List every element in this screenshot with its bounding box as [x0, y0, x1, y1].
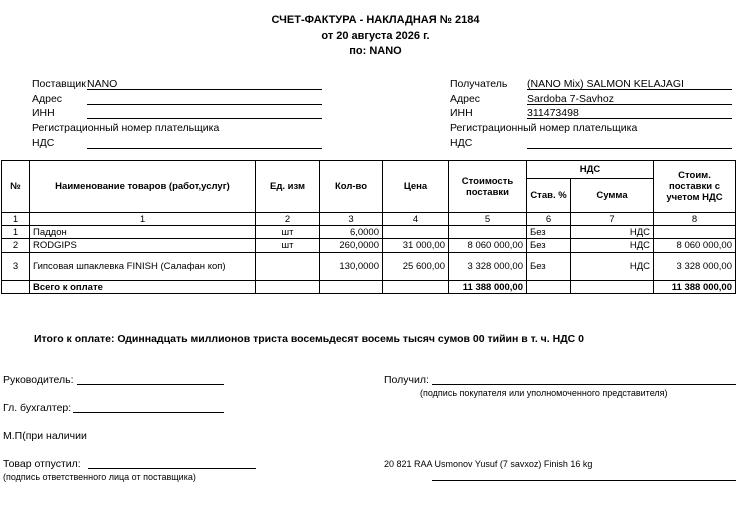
header-vat-sum: Сумма [571, 179, 654, 213]
row-price: 25 600,00 [383, 253, 449, 281]
row-price [383, 226, 449, 239]
row-num: 2 [2, 239, 30, 253]
header-cost: Стоимость поставки [449, 161, 527, 213]
col-number: 6 [527, 213, 571, 226]
header-price: Цена [383, 161, 449, 213]
buyer-address-label: Адрес [450, 93, 481, 105]
supplier-inn-label: ИНН [32, 107, 55, 119]
col-number: 5 [449, 213, 527, 226]
total-sum: 11 388 000,00 [654, 281, 736, 294]
header-vat-rate: Став. % [527, 179, 571, 213]
row-cost: 3 328 000,00 [449, 253, 527, 281]
row-cost: 8 060 000,00 [449, 239, 527, 253]
row-num: 1 [2, 226, 30, 239]
head-label: Руководитель: [3, 374, 74, 386]
row-price: 31 000,00 [383, 239, 449, 253]
col-number: 1 [2, 213, 30, 226]
row-vat-sum: НДС [571, 253, 654, 281]
header-total: Стоим. поставки с учетом НДС [654, 161, 736, 213]
stamp-label: М.П(при наличии [3, 430, 87, 442]
supplier-value: NANO [87, 78, 118, 90]
row-total [654, 226, 736, 239]
supplier-reg-label: Регистрационный номер плательщика [32, 122, 220, 134]
supplier-label: Поставщик [32, 78, 86, 90]
released-label: Товар отпустил: [3, 458, 81, 470]
row-unit: шт [256, 226, 320, 239]
col-number: 8 [654, 213, 736, 226]
col-number: 4 [383, 213, 449, 226]
received-label: Получил: [384, 374, 429, 386]
row-total: 3 328 000,00 [654, 253, 736, 281]
col-number: 3 [320, 213, 383, 226]
released-note: (подпись ответственного лица от поставщика) [3, 472, 196, 482]
buyer-value: (NANO Mix) SALMON KELAJAGI [527, 78, 684, 90]
column-numbers-row [2, 213, 736, 226]
summary-text: Итого к оплате: Одиннадцать миллионов триста восемьдесят восемь тысяч сумов 00 тийин в т. ч. НДС 0 [34, 333, 585, 345]
col-number: 7 [571, 213, 654, 226]
buyer-reg-label: Регистрационный номер плательщика [450, 122, 638, 134]
row-qty: 130,0000 [320, 253, 383, 281]
row-vat-rate: Без [527, 253, 571, 281]
row-name: Паддон [30, 226, 256, 239]
total-label: Всего к оплате [30, 281, 256, 294]
accountant-label: Гл. бухгалтер: [3, 402, 72, 414]
supplier-address-label: Адрес [32, 93, 63, 105]
row-total: 8 060 000,00 [654, 239, 736, 253]
supplier-nds-label: НДС [32, 137, 55, 149]
invoice-table [1, 160, 736, 294]
doc-title: СЧЕТ-ФАКТУРА - НАКЛАДНАЯ № 2184 [271, 14, 480, 26]
row-unit [256, 253, 320, 281]
table-row [2, 239, 736, 253]
row-vat-rate: Без [527, 226, 571, 239]
buyer-label: Получатель [450, 78, 508, 90]
table-row [2, 253, 736, 281]
header-num: № [2, 161, 30, 213]
total-row [2, 281, 736, 294]
buyer-inn-label: ИНН [450, 107, 473, 119]
footer-note: 20 821 RAA Usmonov Yusuf (7 savxoz) Finish 16 kg [384, 459, 593, 469]
header-vat: НДС [527, 161, 654, 179]
row-num: 3 [2, 253, 30, 281]
header-unit: Ед. изм [256, 161, 320, 213]
row-name: Гипсовая шпаклевка FINISH (Салафан коп) [30, 253, 256, 281]
table-row [2, 226, 736, 239]
row-name: RODGIPS [30, 239, 256, 253]
row-cost [449, 226, 527, 239]
row-vat-sum: НДС [571, 226, 654, 239]
buyer-nds-label: НДС [450, 137, 473, 149]
col-number: 2 [256, 213, 320, 226]
header-qty: Кол-во [320, 161, 383, 213]
total-cost: 11 388 000,00 [449, 281, 527, 294]
doc-date: от 20 августа 2026 г. [321, 30, 430, 42]
col-number: 1 [30, 213, 256, 226]
header-name: Наименование товаров (работ,услуг) [30, 161, 256, 213]
buyer-inn-value: 311473498 [527, 107, 579, 119]
buyer-address-value: Sardoba 7-Savhoz [527, 93, 614, 105]
row-qty: 6,0000 [320, 226, 383, 239]
doc-to: по: NANO [349, 45, 402, 57]
received-note: (подпись покупателя или уполномоченного представителя) [420, 388, 668, 398]
row-unit: шт [256, 239, 320, 253]
row-vat-rate: Без [527, 239, 571, 253]
row-vat-sum: НДС [571, 239, 654, 253]
row-qty: 260,0000 [320, 239, 383, 253]
